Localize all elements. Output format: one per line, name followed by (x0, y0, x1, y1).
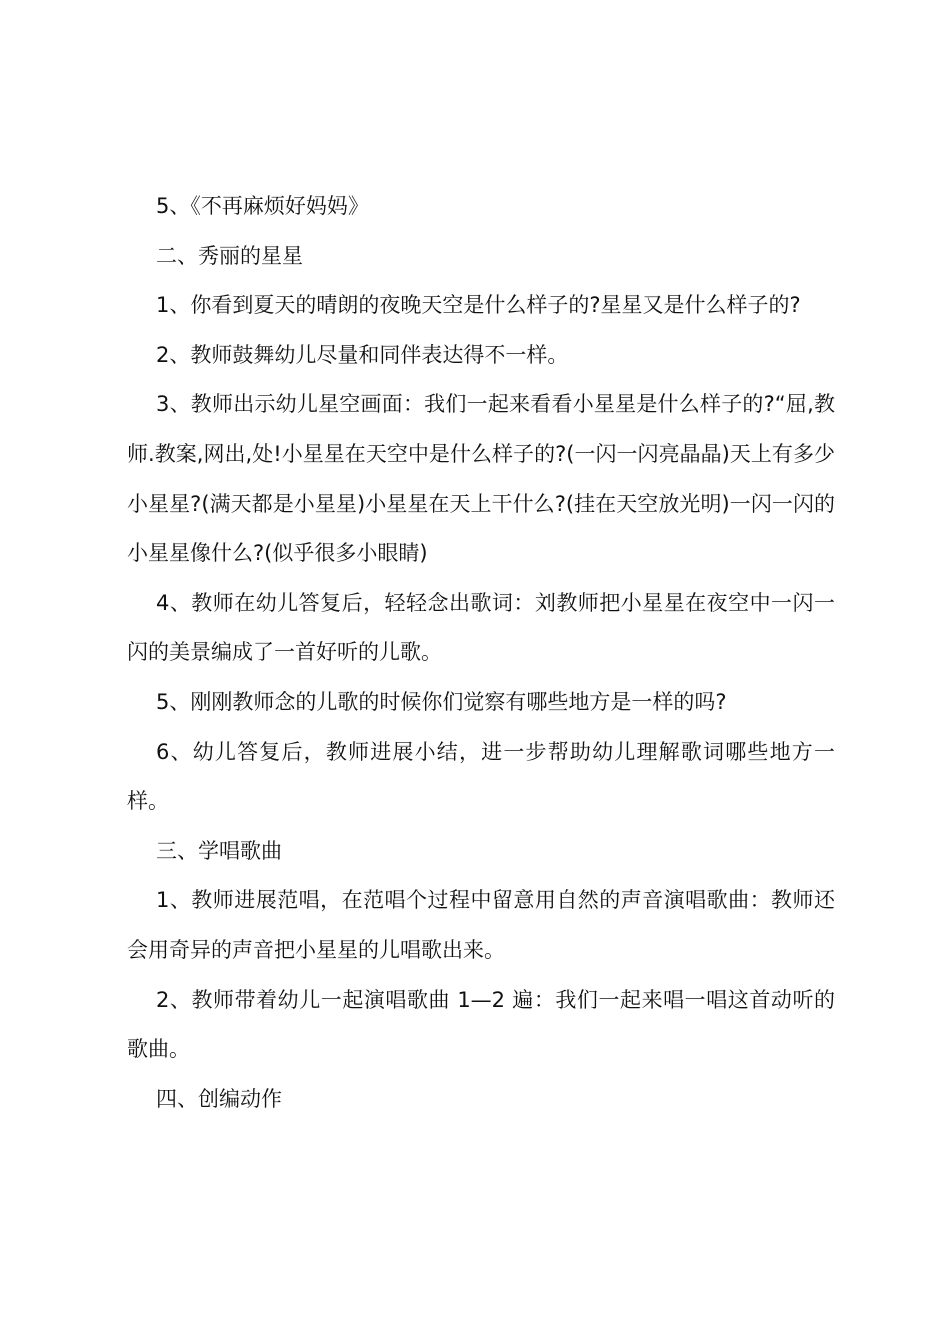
paragraph-step-4: 4、教师在幼儿答复后，轻轻念出歌词：刘教师把小星星在夜空中一闪一闪的美景编成了一首好听的儿歌。 (127, 590, 835, 665)
section-heading-two: 二、秀丽的星星 (156, 243, 303, 268)
paragraph-step-2: 2、教师鼓舞幼儿尽量和同伴表达得不一样。 (156, 342, 569, 367)
section-heading-three: 三、学唱歌曲 (156, 838, 282, 863)
section-heading-four: 四、创编动作 (156, 1086, 282, 1111)
paragraph-step-3: 3、教师出示幼儿星空画面：我们一起来看看小星星是什么样子的?“屈,教师.教案,网出,处!小星星在天空中是什么样子的?(一闪一闪亮晶晶)天上有多少小星星?(满天都是小星星)小星星在天上干什么?(挂在天空放光明)一闪一闪的小星星像什么?(似乎很多小眼睛) (127, 392, 835, 566)
paragraph-step-5: 5、刚刚教师念的儿歌的时候你们觉察有哪些地方是一样的吗? (156, 689, 727, 714)
paragraph-step-6: 6、幼儿答复后，教师进展小结，进一步帮助幼儿理解歌词哪些地方一样。 (127, 739, 835, 814)
paragraph-list-item-5: 5、《不再麻烦好妈妈》 (156, 194, 369, 218)
paragraph-sing-step-1: 1、教师进展范唱，在范唱个过程中留意用自然的声音演唱歌曲：教师还会用奇异的声音把小星星的儿唱歌出来。 (127, 888, 835, 962)
document-body (127, 182, 835, 1124)
paragraph-sing-step-2: 2、教师带着幼儿一起演唱歌曲 1—2 遍：我们一起来唱一唱这首动听的歌曲。 (127, 987, 835, 1062)
paragraph-step-1: 1、你看到夏天的晴朗的夜晚天空是什么样子的?星星又是什么样子的? (156, 293, 801, 318)
